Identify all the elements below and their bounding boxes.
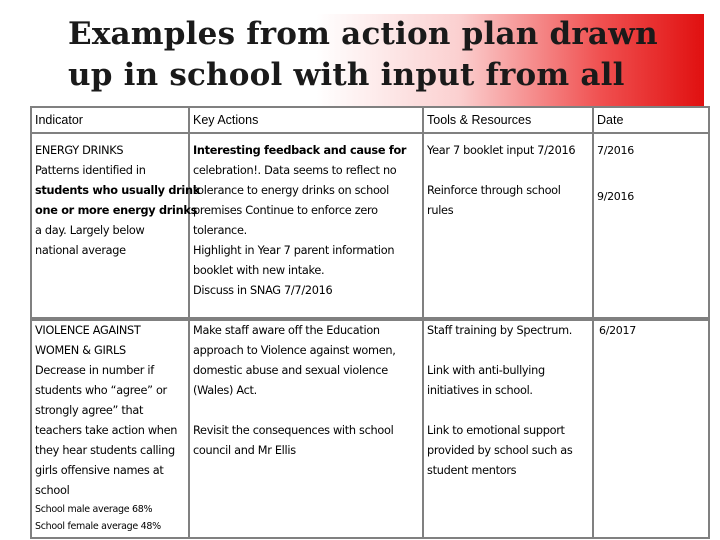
key-actions-cell [189, 320, 423, 538]
indicator-stat: School male average 68% [35, 504, 153, 515]
table-row-violence-against-women [31, 320, 709, 538]
action-text: Discuss in SNAG 7/7/2016 [193, 284, 333, 297]
tools-text: rules [427, 204, 454, 217]
action-text: Revisit the consequences with school [193, 424, 394, 437]
date-text: 9/2016 [597, 190, 634, 203]
tools-text: provided by school such as [427, 444, 573, 457]
table-row-energy-drinks [31, 133, 709, 318]
tools-text: initiatives in school. [427, 384, 533, 397]
indicator-text: Decrease in number if [35, 364, 154, 377]
indicator-text: one or more energy drinks [35, 204, 197, 217]
action-text: Interesting feedback and cause for [193, 144, 407, 157]
indicator-text: girls offensive names at [35, 464, 164, 477]
action-text: Highlight in Year 7 parent information [193, 244, 395, 257]
table-header-row [31, 107, 709, 133]
action-text: tolerance. [193, 224, 247, 237]
action-text: approach to Violence against women, [193, 344, 396, 357]
action-text: booklet with new intake. [193, 264, 325, 277]
tools-text: Link with anti-bullying [427, 364, 545, 377]
tools-text: Year 7 booklet input 7/2016 [427, 144, 576, 157]
indicator-stat: School female average 48% [35, 521, 161, 532]
action-text: celebration!. Data seems to reflect no [193, 164, 397, 177]
title-line-2: up in school with input from all [68, 57, 625, 93]
indicator-title: WOMEN & GIRLS [35, 344, 126, 357]
action-text: (Wales) Act. [193, 384, 257, 397]
key-actions-cell [189, 133, 423, 318]
header-indicator: Indicator [31, 107, 189, 133]
action-text: premises Continue to enforce zero [193, 204, 378, 217]
indicator-text: strongly agree” that [35, 404, 144, 417]
indicator-cell [31, 133, 200, 318]
title-line-1: Examples from action plan drawn [68, 16, 658, 52]
indicator-text: students who usually drink [35, 184, 200, 197]
tools-text: student mentors [427, 464, 517, 477]
tools-text: Link to emotional support [427, 424, 565, 437]
action-text: domestic abuse and sexual violence [193, 364, 388, 377]
indicator-text: teachers take action when [35, 424, 178, 437]
slide-title [68, 14, 708, 96]
header-date: Date [593, 107, 709, 133]
header-tools-resources: Tools & Resources [423, 107, 593, 133]
tools-text: Staff training by Spectrum. [427, 324, 573, 337]
tools-cell [423, 133, 593, 318]
indicator-text: they hear students calling [35, 444, 175, 457]
indicator-title: VIOLENCE AGAINST [35, 324, 141, 337]
indicator-text: school [35, 484, 70, 497]
indicator-text: national average [35, 244, 126, 257]
tools-text: Reinforce through school [427, 184, 561, 197]
indicator-title: ENERGY DRINKS [35, 144, 124, 157]
date-text: 6/2017 [599, 324, 636, 337]
action-text: council and Mr Ellis [193, 444, 296, 457]
date-cell [593, 133, 709, 318]
date-text: 7/2016 [597, 144, 634, 157]
action-plan-table [30, 106, 710, 539]
indicator-cell [31, 320, 189, 538]
date-cell [593, 320, 709, 538]
tools-cell [423, 320, 593, 538]
action-text: Make staff aware off the Education [193, 324, 380, 337]
indicator-text: a day. Largely below [35, 224, 145, 237]
indicator-text: students who “agree” or [35, 384, 167, 397]
indicator-text: Patterns identified in [35, 164, 146, 177]
header-key-actions: Key Actions [189, 107, 423, 133]
action-text: tolerance to energy drinks on school [193, 184, 390, 197]
